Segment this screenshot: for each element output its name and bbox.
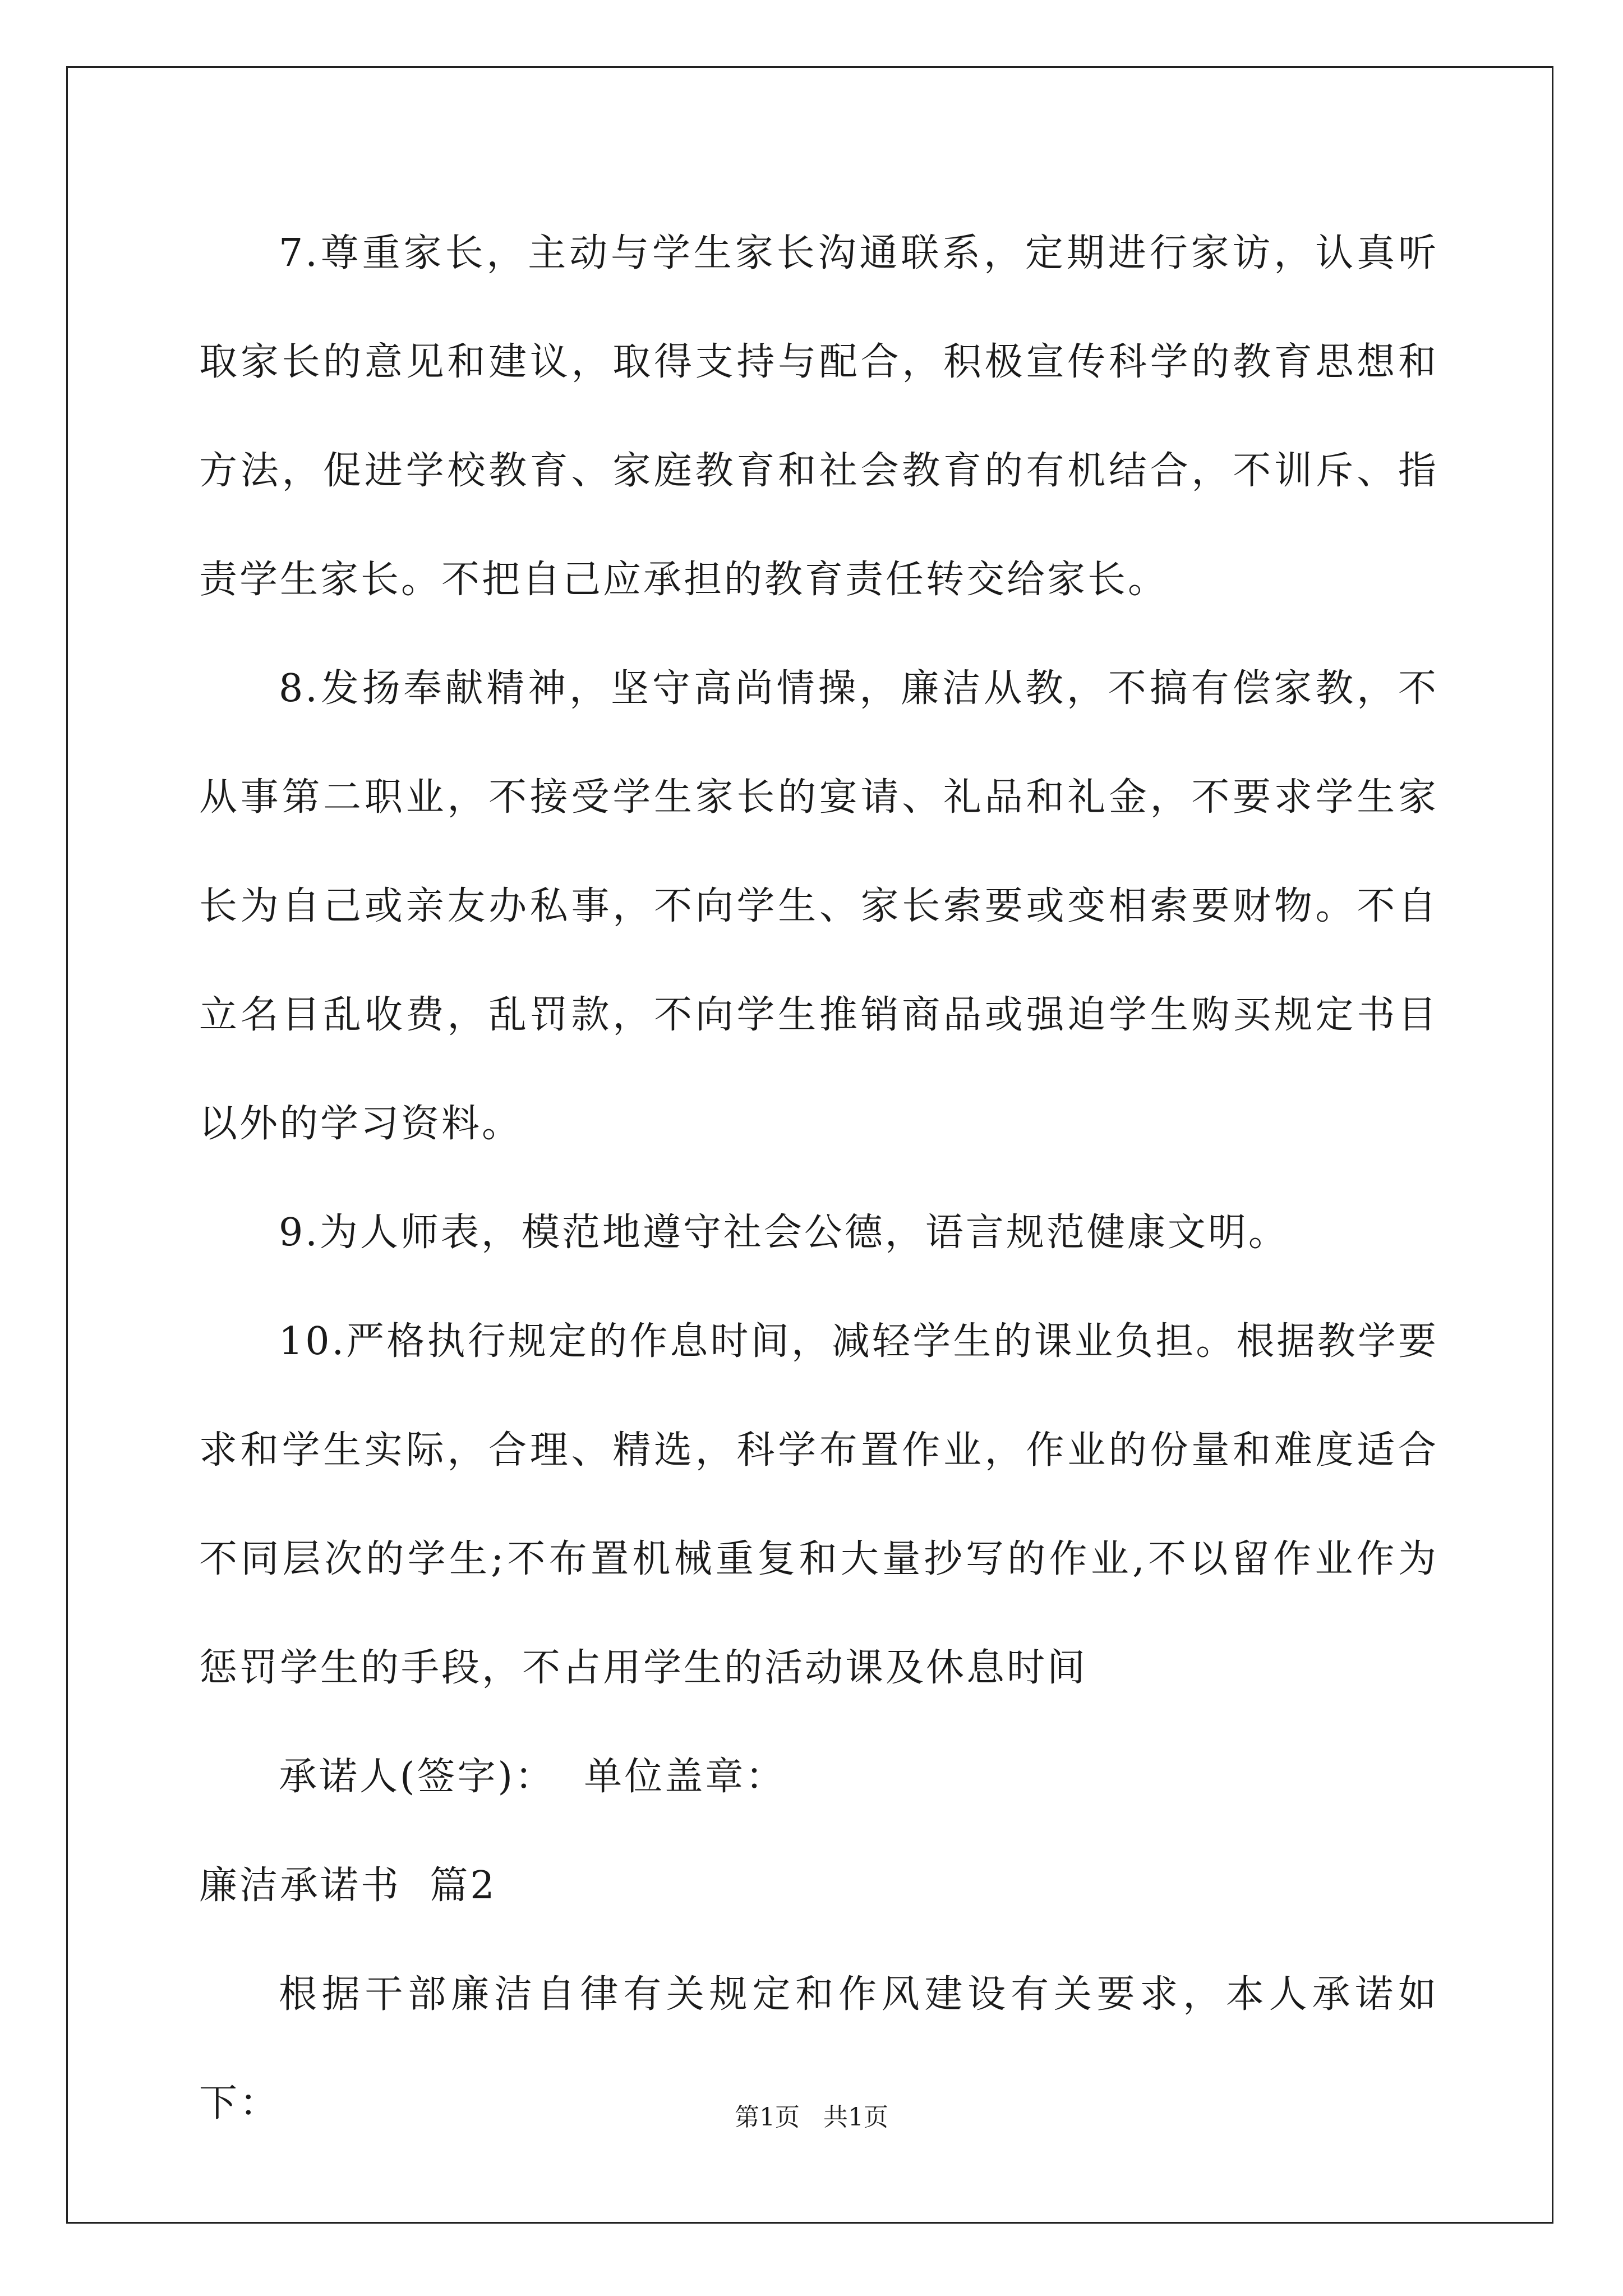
paragraph-item-8: 8.发扬奉献精神，坚守高尚情操，廉洁从教，不搞有偿家教，不从事第二职业，不接受学生家长的宴请、礼品和礼金，不要求学生家长为自己或亲友办私事，不向学生、家长索要或变相索要财物。不自立名目乱收费，乱罚款，不向学生推销商品或强迫学生购买规定书目以外的学习资料。	[199, 666, 1438, 1146]
page-number: 第1页 共1页	[735, 2103, 888, 2132]
paragraph-item-7: 7.尊重家长，主动与学生家长沟通联系，定期进行家访，认真听取家长的意见和建议，取得支持与配合，积极宣传科学的教育思想和方法，促进学校教育、家庭教育和社会教育的有机结合，不训斥、指责学生家长。不把自己应承担的教育责任转交给家长。	[199, 231, 1438, 602]
page-footer	[0, 2101, 1623, 2134]
paragraph-item-9: 9.为人师表，模范地遵守社会公德，语言规范健康文明。	[279, 1211, 1289, 1255]
document-body	[199, 199, 1438, 2158]
intro-paragraph: 根据干部廉洁自律有关规定和作风建设有关要求，本人承诺如下：	[199, 1972, 1438, 2125]
signature-line: 承诺人(签字)： 单位盖章：	[279, 1755, 786, 1799]
paragraph-item-10: 10.严格执行规定的作息时间，减轻学生的课业负担。根据教学要求和学生实际，合理、精选，科学布置作业，作业的份量和难度适合不同层次的学生;不布置机械重复和大量抄写的作业,不以留作业作为惩罚学生的手段，不占用学生的活动课及休息时间	[199, 1319, 1438, 1690]
section-heading: 廉洁承诺书 篇2	[199, 1864, 497, 1908]
